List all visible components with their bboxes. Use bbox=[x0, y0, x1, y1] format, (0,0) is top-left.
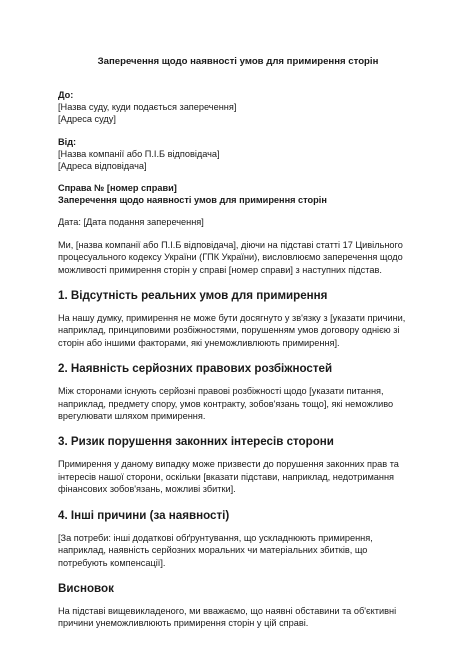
conclusion-body: На підставі вищевикладеного, ми вважаємо, що наявні обставини та об'єктивні причини унеможливлюють примирення сторін у цій справі. bbox=[58, 605, 397, 629]
case-subject: Заперечення щодо наявності умов для примирення сторін bbox=[58, 195, 327, 206]
conclusion-heading: Висновок bbox=[58, 581, 114, 595]
section-1-body: На нашу думку, примирення не може бути досягнуто у зв'язку з [указати причини, наприклад, принциповими розбіжностями, порушенням умов договору однією зі сторін або іншими факторами, які унеможливлюють примирення]. bbox=[58, 313, 406, 348]
document-title: Заперечення щодо наявності умов для примирення сторін bbox=[97, 56, 379, 67]
section-2-heading: 2. Наявність серйозних правових розбіжностей bbox=[58, 362, 333, 376]
recipient-label: До: bbox=[58, 90, 74, 100]
case-block bbox=[58, 182, 418, 206]
sender-block bbox=[58, 136, 418, 173]
document-page bbox=[58, 56, 418, 630]
section-3-body: Примирення у даному випадку може призвести до порушення законних прав та інтересів нашої сторони, оскільки [вказати підстави, наприклад, недотримання фінансових зобов'язань, можливі збитки]. bbox=[58, 459, 399, 495]
sender-address: [Адреса відповідача] bbox=[58, 161, 147, 172]
sender-name: [Назва компанії або П.І.Б відповідача] bbox=[58, 148, 220, 159]
intro-paragraph: Ми, [назва компанії або П.І.Б відповідача], діючи на підставі статті 17 Цивільного процесуального кодексу України (ГПК України), висловлюємо заперечення щодо можливості примирення сторін у справі [номер справи] з наступних підстав. bbox=[58, 239, 403, 275]
case-number: Справа № [номер справи] bbox=[58, 183, 177, 194]
section-4-heading: 4. Інші причини (за наявності) bbox=[58, 508, 230, 522]
section-4-body: [За потреби: інші додаткові обґрунтування, що ускладнюють примирення, наприклад, наявність серйозних моральних чи матеріальних збитків, що потребують компенсації]. bbox=[58, 532, 373, 568]
section-3-heading: 3. Ризик порушення законних інтересів сторони bbox=[58, 435, 334, 449]
recipient-block bbox=[58, 89, 418, 126]
recipient-court-name: [Назва суду, куди подається заперечення] bbox=[58, 102, 237, 113]
recipient-court-address: [Адреса суду] bbox=[58, 114, 116, 125]
sender-label: Від: bbox=[58, 136, 77, 147]
section-2-body: Між сторонами існують серйозні правові розбіжності щодо [указати питання, наприклад, предмету спору, умов контракту, зобов'язань тощо], які неможливо врегулювати шляхом примирення. bbox=[58, 386, 394, 422]
section-1-heading: 1. Відсутність реальних умов для примирення bbox=[58, 289, 328, 303]
filing-date: Дата: [Дата подання заперечення] bbox=[58, 216, 204, 227]
